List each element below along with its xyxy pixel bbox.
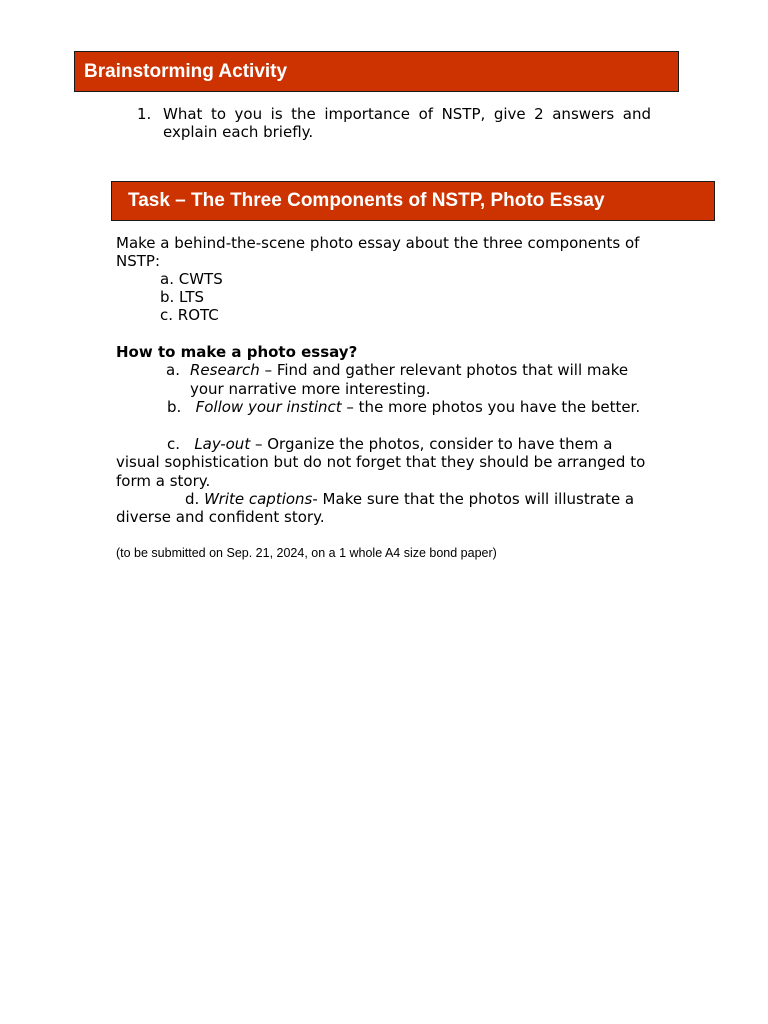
component-item-rotc: c. ROTC [160, 306, 219, 324]
component-item-cwts: a. CWTS [160, 270, 223, 288]
component-item-lts: b. LTS [160, 288, 205, 306]
task-title: Task – The Three Components of NSTP, Photo Essay [128, 190, 605, 211]
question-text: What to you is the importance of NSTP, give 2 answers and explain each briefly. [163, 105, 651, 141]
howto-heading: How to make a photo essay? [116, 343, 358, 361]
step-term: Write captions [204, 490, 313, 508]
howto-step-research [166, 361, 656, 398]
step-text: – the more photos you have the better. [341, 398, 641, 416]
step-text: – Organize the photos, consider to have them a visual sophistication but do not forget that they should be arranged to form a story. [116, 435, 646, 490]
howto-step-layout [116, 435, 656, 490]
question-number: 1. [137, 105, 152, 123]
brainstorm-question-item [137, 105, 651, 141]
step-text: - Make sure that the photos will illustrate a diverse and confident story. [116, 490, 635, 527]
howto-step-write-captions [116, 490, 656, 527]
task-heading [111, 181, 715, 221]
brainstorming-activity-title: Brainstorming Activity [84, 60, 288, 82]
brainstorming-activity-heading [74, 51, 679, 92]
step-text: – Find and gather relevant photos that will make your narrative more interesting. [190, 361, 629, 398]
step-letter: a. [166, 361, 180, 379]
step-term: Follow your instinct [195, 398, 342, 416]
step-content [190, 361, 656, 398]
howto-step-follow-instinct [116, 398, 656, 416]
step-term: Research [190, 361, 260, 379]
step-letter: c. [167, 435, 181, 453]
step-term: Lay-out [194, 435, 251, 453]
submission-note: (to be submitted on Sep. 21, 2024, on a 1 whole A4 size bond paper) [116, 546, 497, 560]
step-letter: b. [167, 398, 182, 416]
step-letter: d. [185, 490, 200, 508]
task-intro-paragraph: Make a behind-the-scene photo essay about the three components of NSTP: [116, 234, 640, 271]
